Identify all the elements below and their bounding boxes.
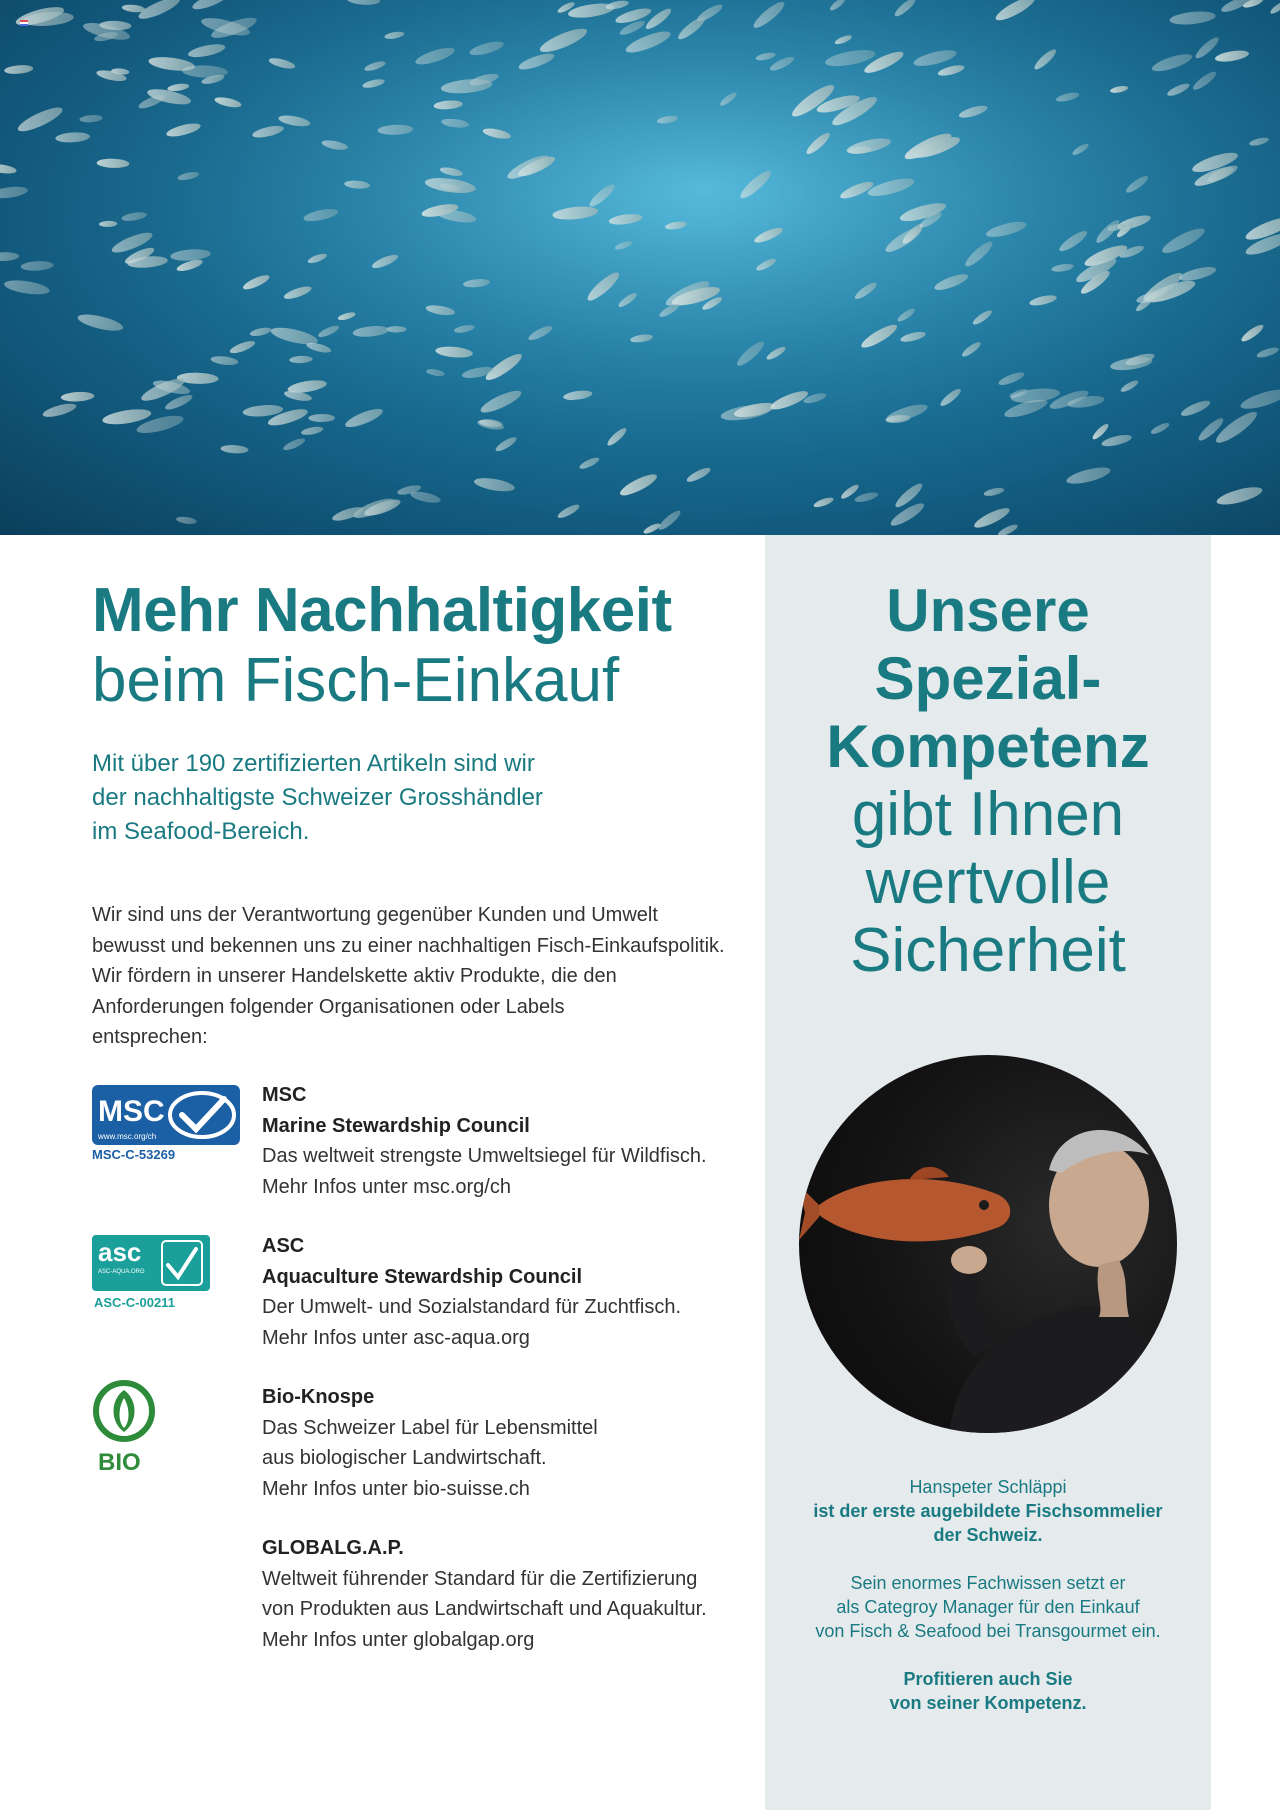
body-line: Anforderungen folgender Organisationen oder Labels xyxy=(92,995,565,1018)
msc-description: Das weltweit strengste Umweltsiegel für Wildfisch. xyxy=(262,1145,707,1167)
body-line: entsprechen: xyxy=(92,1026,208,1048)
sidebar-heading-line: Sicherheit xyxy=(850,916,1126,985)
sidebar-heading-line: Unsere xyxy=(886,577,1090,644)
body-line: Wir sind uns der Verantwortung gegenüber Kunden und Umwelt xyxy=(92,904,658,926)
msc-logo-text: MSC xyxy=(98,1095,165,1128)
sommelier-with-fish-illustration xyxy=(799,1055,1177,1433)
flag-icon xyxy=(20,20,28,26)
sommelier-name: Hanspeter Schläppi xyxy=(909,1477,1067,1497)
sidebar-panel xyxy=(765,535,1211,1810)
asc-fish-icon xyxy=(92,1235,212,1291)
msc-logo-url: www.msc.org/ch xyxy=(98,1132,157,1141)
bio-description: aus biologischer Landwirtschaft. xyxy=(262,1447,547,1469)
sommelier-text: als Categroy Manager für den Einkauf xyxy=(836,1597,1140,1617)
lead-line: der nachhaltigste Schweizer Grosshändler xyxy=(92,784,543,811)
lead-paragraph xyxy=(92,747,652,849)
msc-info: Mehr Infos unter msc.org/ch xyxy=(262,1175,511,1198)
portrait-photo xyxy=(799,1055,1177,1433)
msc-title: MSC xyxy=(262,1084,307,1106)
asc-info: Mehr Infos unter asc-aqua.org xyxy=(262,1326,530,1349)
bio-description: Das Schweizer Label für Lebensmittel xyxy=(262,1416,598,1439)
asc-code: ASC-C-00211 xyxy=(94,1295,175,1310)
asc-subtitle: Aquaculture Stewardship Council xyxy=(262,1265,583,1288)
sidebar-heading-line: gibt Ihnen xyxy=(851,780,1125,849)
sommelier-text: von Fisch & Seafood bei Transgourmet ein. xyxy=(815,1621,1161,1641)
sommelier-role: der Schweiz. xyxy=(933,1525,1043,1545)
bio-title: Bio-Knospe xyxy=(262,1386,375,1408)
msc-subtitle: Marine Stewardship Council xyxy=(262,1114,530,1137)
bio-entry xyxy=(262,1382,742,1504)
sidebar-caption xyxy=(765,1475,1211,1739)
bio-bud-icon xyxy=(92,1378,162,1473)
globalgap-info: Mehr Infos unter globalgap.org xyxy=(262,1628,535,1651)
call-to-action: Profitieren auch Sie xyxy=(903,1669,1073,1689)
bio-info: Mehr Infos unter bio-suisse.ch xyxy=(262,1477,530,1500)
bio-logo xyxy=(92,1378,162,1478)
asc-entry xyxy=(262,1231,742,1353)
asc-logo xyxy=(92,1235,212,1310)
intro-paragraph xyxy=(92,900,742,1053)
sommelier-text: Sein enormes Fachwissen setzt er xyxy=(850,1573,1126,1593)
lead-line: im Seafood-Bereich. xyxy=(92,818,310,845)
call-to-action: von seiner Kompetenz. xyxy=(889,1693,1087,1713)
globalgap-description: von Produkten aus Landwirtschaft und Aquakultur. xyxy=(262,1598,707,1620)
msc-entry xyxy=(262,1080,742,1202)
fish-school-illustration xyxy=(0,0,1280,535)
globalgap-description: Weltweit führender Standard für die Zertifizierung xyxy=(262,1567,698,1590)
sidebar-heading-line: Spezial- xyxy=(874,645,1102,712)
sidebar-heading xyxy=(765,577,1211,985)
bio-logo-text: BIO xyxy=(98,1449,141,1473)
asc-description: Der Umwelt- und Sozialstandard für Zuchtfisch. xyxy=(262,1296,682,1318)
msc-logo xyxy=(92,1085,242,1170)
page-title: Mehr Nachhaltigkeit xyxy=(92,576,672,645)
asc-logo-url: ASC-AQUA.ORG xyxy=(98,1269,145,1275)
page-subtitle: beim Fisch-Einkauf xyxy=(92,646,620,715)
asc-logo-text: asc xyxy=(98,1237,142,1267)
sommelier-role: ist der erste augebildete Fischsommelier xyxy=(813,1501,1163,1521)
body-line: bewusst und bekennen uns zu einer nachhaltigen Fisch-Einkaufspolitik. xyxy=(92,934,725,957)
globalgap-entry xyxy=(262,1533,742,1655)
asc-title: ASC xyxy=(262,1235,305,1257)
body-line: Wir fördern in unserer Handelskette aktiv Produkte, die den xyxy=(92,965,617,987)
msc-code: MSC-C-53269 xyxy=(92,1147,176,1162)
lead-line: Mit über 190 zertifizierten Artikeln sind wir xyxy=(92,750,535,777)
sidebar-heading-line: Kompetenz xyxy=(826,713,1150,780)
hero-fish-image xyxy=(0,0,1280,535)
sidebar-heading-line: wertvolle xyxy=(865,848,1111,917)
globalgap-title: GLOBALG.A.P. xyxy=(262,1537,404,1559)
